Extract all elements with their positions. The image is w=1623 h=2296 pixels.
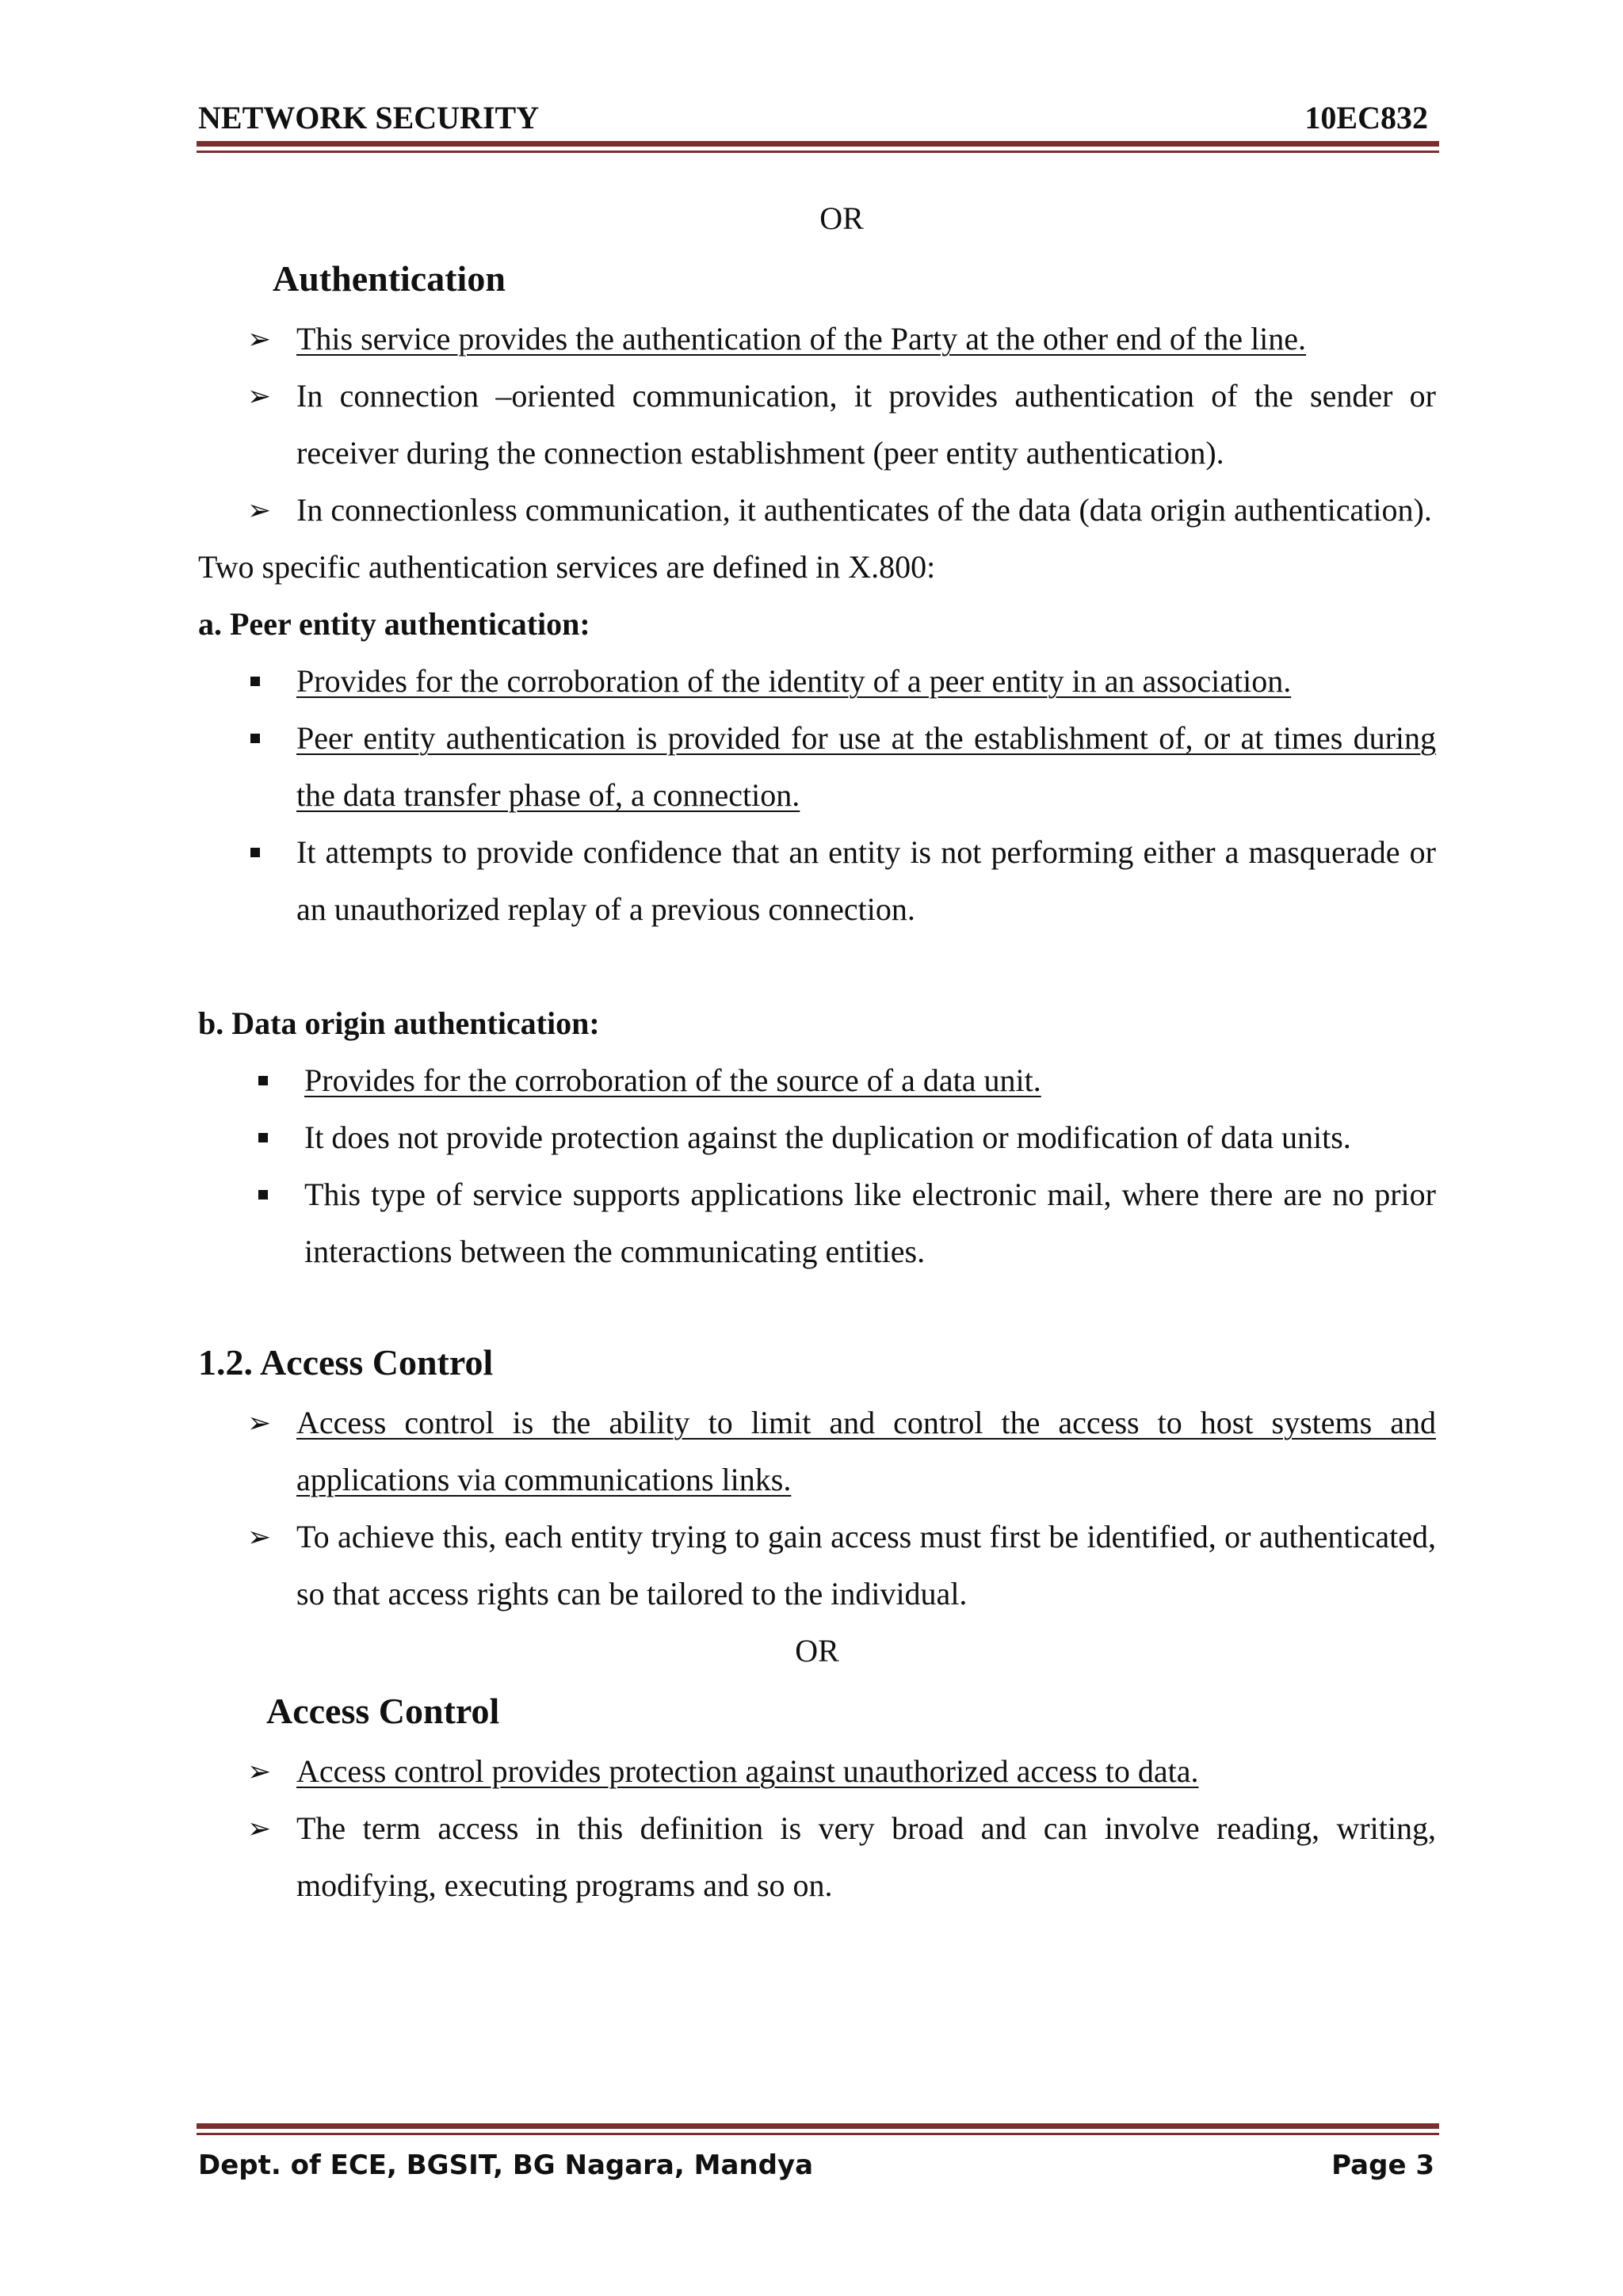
square-bullet-icon bbox=[258, 1076, 268, 1085]
list-item bbox=[198, 824, 1436, 938]
list-item bbox=[198, 1394, 1436, 1508]
page-header bbox=[197, 98, 1439, 154]
x800-intro: Two specific authentication services are defined in X.800: bbox=[198, 549, 936, 585]
list-item-text: The term access in this definition is very broad and can involve reading, writing, modifying, executing programs and so on. bbox=[296, 1810, 1436, 1903]
square-bullet-icon bbox=[258, 1190, 268, 1199]
list-item bbox=[198, 1052, 1436, 1109]
authentication-heading: Authentication bbox=[273, 258, 506, 299]
list-item-text: This type of service supports applications like electronic mail, where there are no prior interactions between the communicating entities. bbox=[304, 1177, 1436, 1269]
list-item-text: Access control provides protection against unauthorized access to data. bbox=[296, 1753, 1199, 1789]
square-bullet-icon bbox=[258, 1133, 268, 1142]
page-content bbox=[198, 190, 1436, 1914]
arrow-bullet-icon: ➢ bbox=[247, 494, 272, 526]
data-origin-heading: b. Data origin authentication: bbox=[198, 1005, 600, 1041]
list-item-text: This service provides the authentication of the Party at the other end of the line. bbox=[296, 321, 1307, 357]
list-item bbox=[198, 1109, 1436, 1166]
list-item bbox=[198, 368, 1436, 482]
list-item bbox=[198, 1800, 1436, 1914]
list-item-text: To achieve this, each entity trying to gain access must first be identified, or authenticated, so that access rights can be tailored to the individual. bbox=[296, 1519, 1436, 1611]
list-item bbox=[198, 1508, 1436, 1623]
list-item bbox=[198, 710, 1436, 824]
access-control-bullets bbox=[198, 1394, 1436, 1623]
arrow-bullet-icon: ➢ bbox=[247, 323, 272, 355]
or-separator-1: OR bbox=[819, 200, 864, 236]
list-item-text: In connection –oriented communication, it provides authentication of the sender or receiver during the connection establishment (peer entity authentication). bbox=[296, 378, 1436, 471]
list-item-text: It attempts to provide confidence that an entity is not performing either a masquerade or an unauthorized replay of a previous connection. bbox=[296, 834, 1436, 927]
footer-rule-thin bbox=[197, 2133, 1439, 2135]
list-item-text: Provides for the corroboration of the identity of a peer entity in an association. bbox=[296, 663, 1292, 699]
arrow-bullet-icon: ➢ bbox=[247, 380, 272, 412]
list-item-text: Provides for the corroboration of the source of a data unit. bbox=[304, 1062, 1041, 1098]
access-control-bullets-2 bbox=[198, 1743, 1436, 1914]
header-course-code: 10EC832 bbox=[1304, 100, 1428, 135]
list-item-text: Peer entity authentication is provided for use at the establishment of, or at times during the data transfer phase of, a connection. bbox=[296, 720, 1436, 813]
spacer bbox=[198, 938, 1436, 995]
list-item-text: In connectionless communication, it authenticates of the data (data origin authentication). bbox=[296, 492, 1432, 528]
list-item-text: Access control is the ability to limit and control the access to host systems and applications via communications links. bbox=[296, 1405, 1436, 1497]
header-rule-thin bbox=[197, 151, 1439, 153]
square-bullet-icon bbox=[250, 734, 260, 743]
arrow-bullet-icon: ➢ bbox=[247, 1407, 272, 1439]
list-item bbox=[198, 482, 1436, 539]
header-rule-thick bbox=[197, 141, 1439, 147]
peer-entity-heading: a. Peer entity authentication: bbox=[198, 606, 590, 642]
access-control-heading-2: Access Control bbox=[266, 1691, 500, 1731]
footer-department: Dept. of ECE, BGSIT, BG Nagara, Mandya bbox=[198, 2149, 814, 2181]
spacer bbox=[198, 1280, 1436, 1331]
page-footer bbox=[197, 2123, 1439, 2187]
access-control-section-heading: 1.2. Access Control bbox=[198, 1342, 494, 1383]
list-item-text: It does not provide protection against the duplication or modification of data units. bbox=[304, 1119, 1351, 1155]
footer-page-number: Page 3 bbox=[1331, 2149, 1434, 2181]
authentication-bullets bbox=[198, 311, 1436, 539]
list-item bbox=[198, 1166, 1436, 1280]
or-separator-2: OR bbox=[795, 1633, 839, 1669]
peer-entity-items bbox=[198, 653, 1436, 938]
arrow-bullet-icon: ➢ bbox=[247, 1521, 272, 1553]
list-item bbox=[198, 653, 1436, 710]
list-item bbox=[198, 1743, 1436, 1800]
square-bullet-icon bbox=[250, 677, 260, 686]
data-origin-items bbox=[198, 1052, 1436, 1280]
arrow-bullet-icon: ➢ bbox=[247, 1756, 272, 1787]
arrow-bullet-icon: ➢ bbox=[247, 1813, 272, 1844]
footer-rule-thick bbox=[197, 2123, 1439, 2129]
square-bullet-icon bbox=[250, 848, 260, 857]
header-title: NETWORK SECURITY bbox=[198, 100, 540, 135]
list-item bbox=[198, 311, 1436, 368]
